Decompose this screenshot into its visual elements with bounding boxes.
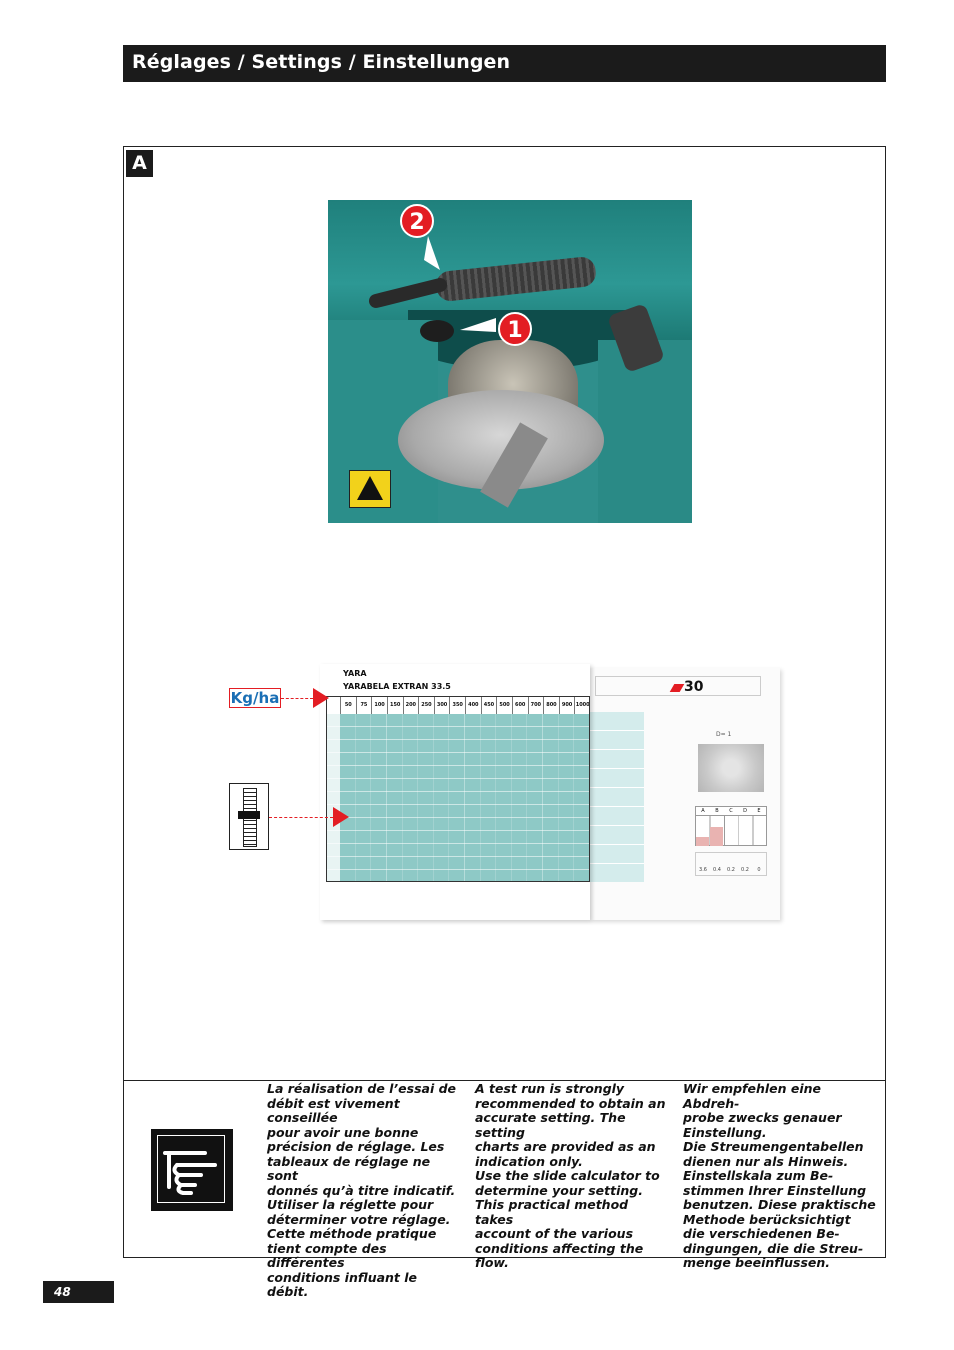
kg-ha-label: Kg/ha [230,689,280,707]
rate-column-header: 150 [387,696,403,714]
callout-1: 1 [498,312,532,346]
note-english-text: A test run is strongly recommended to obtain an accurate setting. The setting charts are provided as an indication only. Use the slide calculator to determine your setting. This practical method takes account of the various conditions affecting the flow. [475,1081,666,1270]
rate-column-header: 450 [481,696,497,714]
granule-header-e: E [757,808,761,814]
granule-table-header [696,807,766,816]
note-french-text: La réalisation de l’essai de débit est vivement conseillée pour avoir une bonne précision de réglage. Les tableaux de réglage ne sont donnés qu’à titre indicatif. Utiliser la réglette pour déterminer votre réglage. Cette méthode pratique tient compte des différentes conditions influant le débit. [267,1081,457,1299]
hand-pointer-icon [151,1129,233,1211]
rate-column-header: 400 [465,696,481,714]
rate-column-header: 300 [434,696,450,714]
setting-leader [269,817,333,818]
callout-2: 2 [400,204,434,238]
pointer-2 [424,236,440,270]
fertilizer-brand: YARA [343,669,367,678]
slide-calculator-icon [229,783,269,850]
note-german-text: Wir empfehlen eine Abdreh- probe zwecks genauer Einstellung. Die Streumengentabellen dienen nur als Hinweis. Einstellskala zum Be- stimmen Ihrer Einstellung benutzen. Diese praktische Methode berücksichtigt die verschiedenen Be- dingungen, die die Streu- menge beeinflussen. [683,1081,876,1270]
back-page-number: 30 [684,679,704,695]
rate-column-header: 900 [559,696,575,714]
back-page-column [590,712,644,882]
rate-column-header: 800 [543,696,559,714]
kg-ha-arrow [313,688,329,708]
rate-column-header: 75 [356,696,372,714]
granule-bar [696,837,709,846]
page-title: Réglages / Settings / Einstellungen [132,51,511,73]
page-number: 48 [43,1281,114,1303]
granule-value: 3.6 [699,867,707,873]
granule-header-a: A [701,808,705,814]
hand-icon-glyph [161,1143,223,1197]
granule-photo [698,744,764,792]
granule-value: 0 [757,867,761,873]
granule-value: 0.4 [713,867,721,873]
kg-ha-leader [281,698,313,699]
ruler-cursor [238,811,260,819]
setting-arrow [333,807,349,827]
granule-header-b: B [715,808,719,814]
granule-label: D= 1 [716,731,732,738]
rate-column-header: 700 [528,696,544,714]
rate-column-header: 50 [340,696,356,714]
granule-table [695,806,767,846]
spreader-photo [328,200,692,523]
rate-table [326,696,590,882]
note-french [267,1082,462,1300]
granule-bar [710,827,723,846]
rate-column-header: 1000 [574,696,590,714]
pointer-1 [460,318,496,332]
rate-column-header: 100 [371,696,387,714]
rate-column-header: 350 [449,696,465,714]
fertilizer-product: YARABELA EXTRAN 33.5 [343,682,451,691]
section-label: A [126,150,153,177]
rate-column-header: 250 [418,696,434,714]
callout-pointers [328,200,692,523]
rate-column-header: 600 [512,696,528,714]
granule-header-d: D [743,808,747,814]
granule-value: 0.2 [727,867,735,873]
note-english [475,1082,670,1271]
granule-value: 0.2 [741,867,749,873]
rate-column-header: 500 [496,696,512,714]
title-bar [123,45,886,82]
note-german [683,1082,878,1271]
granule-values [695,852,767,876]
rate-column-header: 200 [403,696,419,714]
granule-header-c: C [729,808,733,814]
